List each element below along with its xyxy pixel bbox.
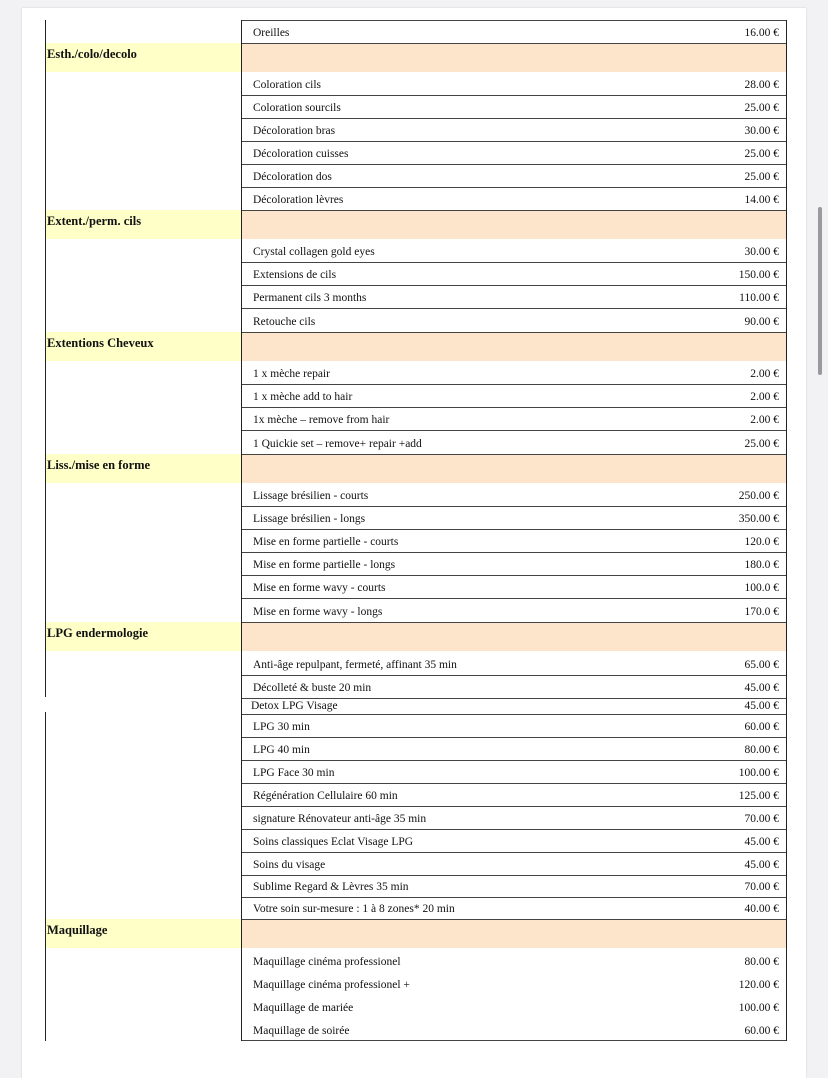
price-row <box>242 20 787 43</box>
service-name: Coloration sourcils <box>253 102 341 114</box>
price-row <box>242 285 787 308</box>
service-name: Mise en forme partielle - courts <box>253 536 399 548</box>
service-name: Soins du visage <box>253 859 326 871</box>
service-name: Mise en forme wavy - longs <box>253 606 383 618</box>
service-name: Soins classiques Eclat Visage LPG <box>253 836 414 848</box>
row-divider <box>242 622 787 623</box>
price-row <box>242 948 787 972</box>
service-price: 30.00 € <box>744 246 779 258</box>
category-band <box>242 622 787 651</box>
row-divider <box>242 187 787 188</box>
table-right-border <box>786 20 787 1041</box>
service-name: Décoloration bras <box>253 125 336 137</box>
column-divider <box>241 20 242 1041</box>
service-price: 100.00 € <box>738 1002 779 1014</box>
price-row <box>242 651 787 675</box>
service-price: 16.00 € <box>744 27 779 39</box>
category-label: LPG endermologie <box>45 622 241 651</box>
price-row <box>242 829 787 852</box>
service-price: 25.00 € <box>744 171 779 183</box>
price-row <box>242 407 787 430</box>
service-price: 100.00 € <box>738 767 779 779</box>
category-band <box>242 454 787 483</box>
service-price: 60.00 € <box>744 1025 779 1037</box>
row-divider <box>242 919 787 920</box>
service-name: signature Rénovateur anti-âge 35 min <box>253 813 427 825</box>
category-label: Liss./mise en forme <box>45 454 241 483</box>
service-price: 14.00 € <box>744 194 779 206</box>
price-row <box>242 95 787 118</box>
category-band <box>242 43 787 72</box>
service-price: 25.00 € <box>744 148 779 160</box>
service-price: 80.00 € <box>744 956 779 968</box>
row-divider <box>242 210 787 211</box>
row-divider <box>242 575 787 576</box>
service-price: 2.00 € <box>750 368 779 380</box>
service-price: 2.00 € <box>750 391 779 403</box>
service-name: LPG 40 min <box>253 744 310 756</box>
row-divider <box>242 783 787 784</box>
price-row <box>242 714 787 737</box>
price-row <box>242 506 787 529</box>
service-name: Maquillage cinéma professionel <box>253 956 401 968</box>
category-label: Esth./colo/decolo <box>45 43 241 72</box>
service-name: Maquillage cinéma professionel + <box>253 979 410 991</box>
price-row <box>242 995 787 1018</box>
service-price: 170.0 € <box>744 606 779 618</box>
service-name: Décolleté & buste 20 min <box>253 682 372 694</box>
price-row <box>242 308 787 332</box>
service-name: Décoloration lèvres <box>253 194 344 206</box>
price-row <box>242 141 787 164</box>
service-price: 120.00 € <box>738 979 779 991</box>
service-price: 60.00 € <box>744 721 779 733</box>
service-price: 30.00 € <box>744 125 779 137</box>
row-divider <box>242 598 787 599</box>
price-row <box>242 118 787 141</box>
row-divider <box>242 43 787 44</box>
price-row <box>242 361 787 384</box>
service-name: Décoloration cuisses <box>253 148 349 160</box>
category-label: Maquillage <box>45 919 241 948</box>
category-band <box>242 210 787 239</box>
service-name: Lissage brésilien - courts <box>253 490 369 502</box>
service-price: 110.00 € <box>739 292 779 304</box>
service-price: 350.00 € <box>738 513 779 525</box>
service-name: Detox LPG Visage <box>251 700 338 712</box>
price-row <box>242 483 787 506</box>
service-price: 100.0 € <box>744 582 779 594</box>
row-divider <box>242 285 787 286</box>
row-divider <box>242 384 787 385</box>
price-row <box>242 737 787 760</box>
service-name: Régénération Cellulaire 60 min <box>253 790 398 802</box>
row-divider <box>242 141 787 142</box>
row-divider <box>242 529 787 530</box>
row-divider <box>242 552 787 553</box>
service-name: LPG 30 min <box>253 721 310 733</box>
service-name: Anti-âge repulpant, fermeté, affinant 35 min <box>253 659 457 671</box>
price-row <box>242 529 787 552</box>
row-divider <box>242 308 787 309</box>
row-divider <box>242 852 787 853</box>
service-price: 45.00 € <box>744 836 779 848</box>
row-divider <box>242 454 787 455</box>
price-row <box>242 806 787 829</box>
service-price: 125.00 € <box>738 790 779 802</box>
price-row <box>242 698 787 714</box>
price-row <box>242 187 787 210</box>
service-name: 1 Quickie set – remove+ repair +add <box>253 438 422 450</box>
price-row <box>242 675 787 698</box>
price-row <box>242 972 787 995</box>
price-row <box>242 239 787 262</box>
service-name: Décoloration dos <box>253 171 332 183</box>
row-divider <box>242 118 787 119</box>
price-row <box>242 384 787 407</box>
row-divider <box>242 430 787 431</box>
category-band <box>242 919 787 948</box>
service-name: 1x mèche – remove from hair <box>253 414 390 426</box>
price-row <box>242 852 787 875</box>
row-divider <box>242 506 787 507</box>
service-price: 150.00 € <box>738 269 779 281</box>
price-row <box>242 783 787 806</box>
row-divider <box>242 875 787 876</box>
service-price: 40.00 € <box>744 903 779 915</box>
service-price: 45.00 € <box>744 859 779 871</box>
price-row <box>242 1018 787 1041</box>
row-divider <box>242 1040 787 1041</box>
price-row <box>242 575 787 598</box>
service-price: 25.00 € <box>744 102 779 114</box>
price-row <box>242 598 787 622</box>
service-name: Sublime Regard & Lèvres 35 min <box>253 881 409 893</box>
row-divider <box>242 897 787 898</box>
service-price: 25.00 € <box>744 438 779 450</box>
service-price: 120.0 € <box>744 536 779 548</box>
service-price: 45.00 € <box>744 682 779 694</box>
price-row <box>242 552 787 575</box>
vertical-scrollbar[interactable] <box>818 207 822 375</box>
service-name: Oreilles <box>253 27 290 39</box>
price-row <box>242 430 787 454</box>
service-price: 180.0 € <box>744 559 779 571</box>
row-divider <box>242 698 787 699</box>
price-row <box>242 760 787 783</box>
row-divider <box>242 737 787 738</box>
row-divider <box>242 760 787 761</box>
row-divider <box>242 164 787 165</box>
row-divider <box>242 407 787 408</box>
service-name: Lissage brésilien - longs <box>253 513 366 525</box>
service-price: 70.00 € <box>744 813 779 825</box>
service-price: 70.00 € <box>744 881 779 893</box>
table-left-border <box>45 20 46 697</box>
category-band <box>242 332 787 361</box>
service-price: 80.00 € <box>744 744 779 756</box>
service-name: Retouche cils <box>253 316 316 328</box>
service-name: Maquillage de mariée <box>253 1002 354 1014</box>
service-name: Mise en forme partielle - longs <box>253 559 396 571</box>
service-name: Permanent cils 3 months <box>253 292 367 304</box>
row-divider <box>242 20 787 21</box>
price-row <box>242 72 787 95</box>
service-name: Mise en forme wavy - courts <box>253 582 386 594</box>
service-price: 28.00 € <box>744 79 779 91</box>
row-divider <box>242 332 787 333</box>
price-row <box>242 897 787 919</box>
category-label: Extent./perm. cils <box>45 210 241 239</box>
service-price: 2.00 € <box>750 414 779 426</box>
row-divider <box>242 714 787 715</box>
row-divider <box>242 95 787 96</box>
service-name: 1 x mèche add to hair <box>253 391 353 403</box>
category-label: Extentions Cheveux <box>45 332 241 361</box>
row-divider <box>242 806 787 807</box>
service-name: Maquillage de soirée <box>253 1025 350 1037</box>
service-name: Crystal collagen gold eyes <box>253 246 375 258</box>
service-price: 45.00 € <box>744 700 779 712</box>
service-name: LPG Face 30 min <box>253 767 335 779</box>
service-name: 1 x mèche repair <box>253 368 330 380</box>
service-price: 250.00 € <box>738 490 779 502</box>
row-divider <box>242 262 787 263</box>
row-divider <box>242 829 787 830</box>
price-row <box>242 262 787 285</box>
price-row <box>242 164 787 187</box>
service-price: 90.00 € <box>744 316 779 328</box>
price-row <box>242 875 787 897</box>
service-price: 65.00 € <box>744 659 779 671</box>
service-name: Extensions de cils <box>253 269 337 281</box>
service-name: Votre soin sur-mesure : 1 à 8 zones* 20 min <box>253 903 455 915</box>
table-left-border <box>45 712 46 1041</box>
service-name: Coloration cils <box>253 79 322 91</box>
row-divider <box>242 675 787 676</box>
